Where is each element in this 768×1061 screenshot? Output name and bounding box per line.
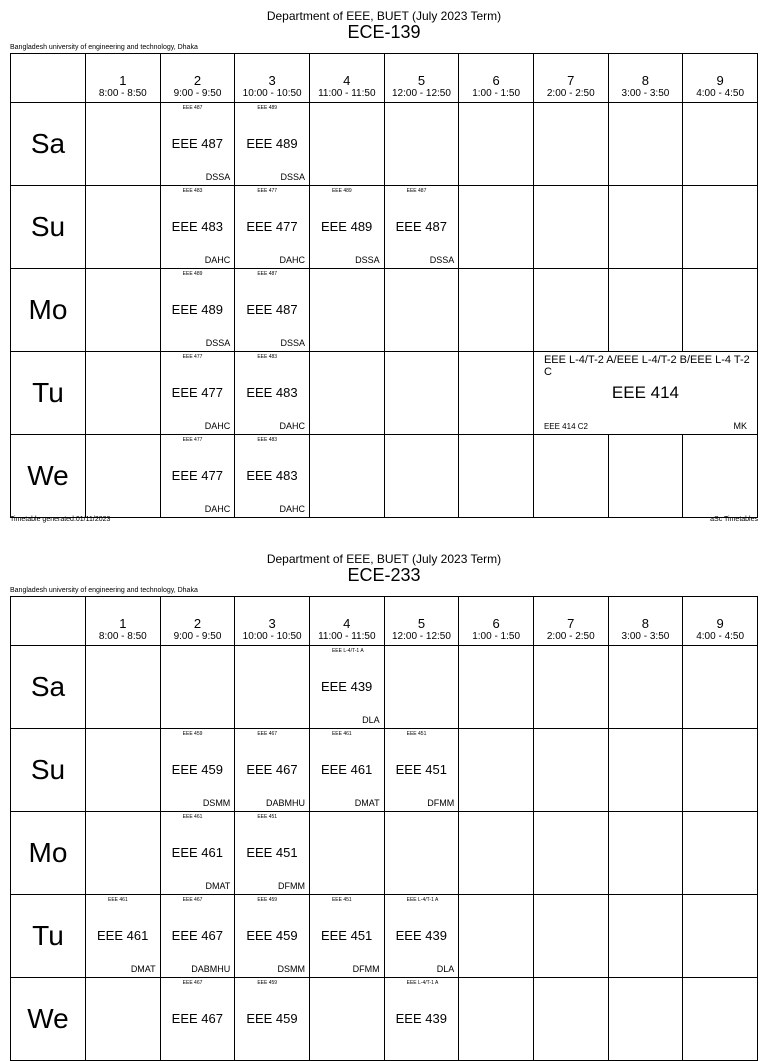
empty-cell [160,646,235,729]
day-label: Tu [11,352,86,435]
empty-cell [309,435,384,518]
day-label: Su [11,186,86,269]
lesson-content [161,978,235,1060]
course-code: EEE 489 [320,219,373,234]
period-header [459,597,534,646]
period-number: 8 [641,616,650,631]
lesson-content [161,186,235,268]
class-group: EEE 483 [257,354,278,360]
course-code: EEE 451 [320,928,373,943]
lesson-content [310,186,384,268]
course-code: EEE 467 [171,928,223,943]
class-group: EEE 461 [331,731,352,737]
class-group: EEE 489 [257,105,278,111]
empty-cell [86,352,161,435]
period-number: 3 [268,616,276,631]
lesson-content [310,646,384,728]
period-header [235,597,310,646]
empty-cell [533,978,608,1061]
lesson-cell [235,812,310,895]
empty-cell [608,812,683,895]
period-time: 8:00 - 8:50 [98,631,147,642]
day-row [11,729,758,812]
class-group: EEE 459 [257,980,278,986]
empty-cell [86,812,161,895]
period-time: 3:00 - 3:50 [621,631,670,642]
department-title: Department of EEE, BUET (July 2023 Term) [266,9,502,23]
class-group: EEE 451 [257,814,278,820]
lesson-content [161,435,235,517]
period-time: 11:00 - 11:50 [318,88,376,99]
lesson-cell [309,646,384,729]
course-code: EEE 489 [171,302,223,317]
period-number: 1 [119,73,127,88]
teacher-code: DSMM [202,798,231,808]
period-number: 5 [417,616,426,631]
lesson-content [385,895,459,977]
class-group: EEE L-4/T-1 A [406,980,439,986]
course-code: EEE 487 [246,302,298,317]
lesson-cell [235,435,310,518]
empty-cell [86,729,161,812]
period-header [384,54,459,103]
period-number: 7 [567,73,575,88]
period-time: 10:00 - 10:50 [242,88,302,99]
empty-cell [459,646,534,729]
period-time: 11:00 - 11:50 [318,631,376,642]
lesson-content [235,895,309,977]
lesson-content [235,186,309,268]
lesson-content [534,352,757,434]
course-code: EEE 461 [171,845,223,860]
empty-cell [683,812,758,895]
class-group: EEE 451 [331,897,352,903]
period-time: 2:00 - 2:50 [546,88,595,99]
teacher-code: DAHC [279,255,305,265]
course-code: EEE 459 [171,762,223,777]
empty-cell [683,269,758,352]
period-header [533,54,608,103]
lesson-cell [309,186,384,269]
day-row [11,269,758,352]
class-group: EEE 487 [182,105,203,111]
period-time: 9:00 - 9:50 [173,88,222,99]
course-code: EEE 483 [246,468,298,483]
day-label: We [11,978,86,1061]
lesson-content [310,895,384,977]
period-number: 6 [492,73,500,88]
university-name: Bangladesh university of engineering and technology, Dhaka [10,587,198,594]
period-number: 4 [343,73,351,88]
period-header [86,597,161,646]
empty-cell [309,812,384,895]
day-row [11,186,758,269]
lesson-cell [384,895,459,978]
empty-cell [459,978,534,1061]
lesson-content [235,269,309,351]
period-header [608,54,683,103]
empty-cell [86,978,161,1061]
empty-cell [683,186,758,269]
lesson-content [385,978,459,1060]
course-code: EEE 414 [611,383,680,402]
header-row [11,597,758,646]
teacher-code: DFMM [427,798,455,808]
day-label: Sa [11,103,86,186]
lesson-content [161,103,235,185]
class-group: EEE 459 [182,731,203,737]
empty-cell [459,435,534,518]
period-header [683,597,758,646]
period-time: 1:00 - 1:50 [472,631,521,642]
class-group: EEE 487 [406,188,427,194]
room-title: ECE-233 [347,565,421,585]
empty-cell [608,895,683,978]
lesson-cell [384,978,459,1061]
class-group: EEE 477 [182,437,203,443]
teacher-code: DABMHU [265,798,305,808]
course-code: EEE 489 [246,136,298,151]
empty-cell [86,103,161,186]
room-title: ECE-139 [347,22,421,42]
university-name: Bangladesh university of engineering and technology, Dhaka [10,44,198,51]
class-group: EEE 467 [257,731,278,737]
teacher-code: DSMM [277,964,305,974]
lesson-content [235,352,309,434]
lesson-cell [235,186,310,269]
class-group: EEE L-4/T-1 A [331,648,364,654]
period-number: 6 [492,616,500,631]
class-group: EEE L-4/T-1 A [406,897,439,903]
empty-cell [384,812,459,895]
class-group: EEE 489 [331,188,352,194]
course-code: EEE 439 [395,928,447,943]
course-code: EEE 459 [246,1011,298,1026]
course-code: EEE 439 [395,1011,447,1026]
day-row [11,895,758,978]
lesson-content [235,729,309,811]
teacher-code: DABMHU [191,964,231,974]
lesson-cell [160,186,235,269]
day-label: Mo [11,812,86,895]
period-number: 5 [417,73,426,88]
teacher-code: DAHC [204,421,231,431]
teacher-code: DSSA [280,338,305,348]
day-row [11,646,758,729]
empty-cell [86,269,161,352]
lesson-content [161,269,235,351]
lesson-content [235,103,309,185]
lesson-cell [235,895,310,978]
period-time: 3:00 - 3:50 [621,88,670,99]
lesson-cell [160,812,235,895]
teacher-code: DSSA [205,172,231,182]
period-header [309,54,384,103]
lesson-cell [160,978,235,1061]
empty-cell [309,103,384,186]
period-header [459,54,534,103]
teacher-code: MK [733,421,747,431]
lesson-cell [160,103,235,186]
lesson-content [310,729,384,811]
generated-date: Timetable generated:01/11/2023 [10,516,111,523]
course-code: EEE 439 [320,679,373,694]
period-time: 2:00 - 2:50 [546,631,595,642]
period-number: 1 [119,616,127,631]
class-group: EEE 487 [257,271,278,277]
empty-cell [459,103,534,186]
empty-cell [309,269,384,352]
lesson-cell [235,729,310,812]
course-code: EEE 487 [171,136,223,151]
period-time: 1:00 - 1:50 [472,88,521,99]
teacher-code: DAHC [279,504,305,514]
empty-cell [608,978,683,1061]
lesson-content [161,729,235,811]
class-group: EEE 477 [182,354,203,360]
empty-cell [608,435,683,518]
teacher-code: DAHC [204,255,231,265]
period-header [235,54,310,103]
period-header [86,54,161,103]
teacher-code: DMAT [205,881,231,891]
course-code: EEE 487 [395,219,447,234]
software-credit: aSc Timetables [710,516,758,523]
empty-cell [384,646,459,729]
teacher-code: DFMM [352,964,380,974]
period-number: 9 [716,616,724,631]
period-header [309,597,384,646]
day-label: Mo [11,269,86,352]
period-header [160,54,235,103]
course-code: EEE 461 [320,762,373,777]
lesson-cell [160,269,235,352]
lesson-cell [235,978,310,1061]
teacher-code: DFMM [277,881,305,891]
teacher-code: DMAT [130,964,156,974]
period-header [160,597,235,646]
course-code: EEE 451 [395,762,447,777]
empty-cell [683,646,758,729]
lesson-cell [309,895,384,978]
empty-cell [384,435,459,518]
period-number: 3 [268,73,276,88]
empty-cell [608,646,683,729]
day-label: Sa [11,646,86,729]
course-code: EEE 477 [171,468,223,483]
teacher-code: DLA [362,715,380,725]
class-group: EEE 477 [257,188,278,194]
period-time: 8:00 - 8:50 [98,88,147,99]
period-time: 12:00 - 12:50 [391,631,451,642]
corner-cell [11,54,86,103]
empty-cell [533,269,608,352]
lesson-content [161,895,235,977]
period-header [384,597,459,646]
class-group: EEE 489 [182,271,203,277]
empty-cell [459,812,534,895]
corner-cell [11,597,86,646]
lesson-cell [235,269,310,352]
lesson-content [385,186,459,268]
empty-cell [608,103,683,186]
class-groups: EEE L-4/T-2 A/EEE L-4/T-2 B/EEE L-4 T-2 C [543,354,750,378]
teacher-code: DSSA [205,338,231,348]
course-code: EEE 451 [246,845,298,860]
empty-cell [533,435,608,518]
period-number: 8 [641,73,650,88]
course-code: EEE 467 [171,1011,223,1026]
lesson-content [385,729,459,811]
header-row [11,54,758,103]
class-group: EEE 483 [257,437,278,443]
lesson-content [235,978,309,1060]
empty-cell [86,646,161,729]
empty-cell [608,269,683,352]
lesson-cell [309,729,384,812]
empty-cell [533,812,608,895]
day-row [11,812,758,895]
empty-cell [608,186,683,269]
period-time: 9:00 - 9:50 [173,631,222,642]
course-code: EEE 477 [171,385,223,400]
lesson-cell-merged [533,352,757,435]
course-code: EEE 467 [246,762,298,777]
lesson-cell [384,186,459,269]
empty-cell [384,352,459,435]
day-label: Tu [11,895,86,978]
period-number: 7 [567,616,575,631]
empty-cell [608,729,683,812]
class-group: EEE 483 [182,188,203,194]
lesson-cell [160,895,235,978]
lesson-cell [235,352,310,435]
teacher-code: DSSA [429,255,455,265]
teacher-code: DSSA [355,255,380,265]
lesson-content [161,352,235,434]
class-group: EEE 451 [406,731,427,737]
empty-cell [683,978,758,1061]
period-number: 2 [193,616,202,631]
teacher-code: DLA [436,964,455,974]
empty-cell [86,186,161,269]
teacher-code: DMAT [354,798,380,808]
lesson-cell [235,103,310,186]
period-time: 10:00 - 10:50 [242,631,302,642]
course-code: EEE 483 [171,219,223,234]
course-group: EEE 414 C2 [543,422,588,431]
lesson-cell [160,352,235,435]
class-group: EEE 461 [182,814,203,820]
empty-cell [683,895,758,978]
timetable-grid [10,53,758,518]
period-number: 2 [193,73,202,88]
teacher-code: DSSA [280,172,305,182]
empty-cell [309,978,384,1061]
department-title: Department of EEE, BUET (July 2023 Term) [266,552,502,566]
lesson-content [235,435,309,517]
empty-cell [683,729,758,812]
empty-cell [384,269,459,352]
lesson-cell [160,729,235,812]
day-row [11,435,758,518]
lesson-content [86,895,160,977]
empty-cell [459,729,534,812]
period-number: 9 [716,73,724,88]
course-code: EEE 459 [246,928,298,943]
empty-cell [309,352,384,435]
day-row [11,103,758,186]
class-group: EEE 467 [182,980,203,986]
empty-cell [459,186,534,269]
day-row [11,978,758,1061]
empty-cell [533,186,608,269]
course-code: EEE 483 [246,385,298,400]
empty-cell [533,103,608,186]
empty-cell [86,435,161,518]
lesson-content [235,812,309,894]
teacher-code: DAHC [279,421,305,431]
period-time: 4:00 - 4:50 [696,88,745,99]
empty-cell [533,729,608,812]
lesson-cell [86,895,161,978]
period-number: 4 [343,616,351,631]
lesson-cell [160,435,235,518]
empty-cell [235,646,310,729]
day-label: Su [11,729,86,812]
period-header [533,597,608,646]
empty-cell [459,895,534,978]
day-label: We [11,435,86,518]
teacher-code: DAHC [204,504,231,514]
lesson-cell [384,729,459,812]
class-group: EEE 459 [257,897,278,903]
class-group: EEE 461 [108,897,128,903]
empty-cell [459,269,534,352]
period-time: 12:00 - 12:50 [391,88,451,99]
class-group: EEE 467 [182,897,203,903]
course-code: EEE 477 [246,219,298,234]
empty-cell [683,103,758,186]
empty-cell [533,646,608,729]
empty-cell [533,895,608,978]
course-code: EEE 461 [97,928,149,943]
empty-cell [459,352,534,435]
timetable-grid [10,596,758,1061]
lesson-content [161,812,235,894]
period-time: 4:00 - 4:50 [696,631,745,642]
period-header [608,597,683,646]
empty-cell [683,435,758,518]
day-row [11,352,758,435]
empty-cell [384,103,459,186]
period-header [683,54,758,103]
